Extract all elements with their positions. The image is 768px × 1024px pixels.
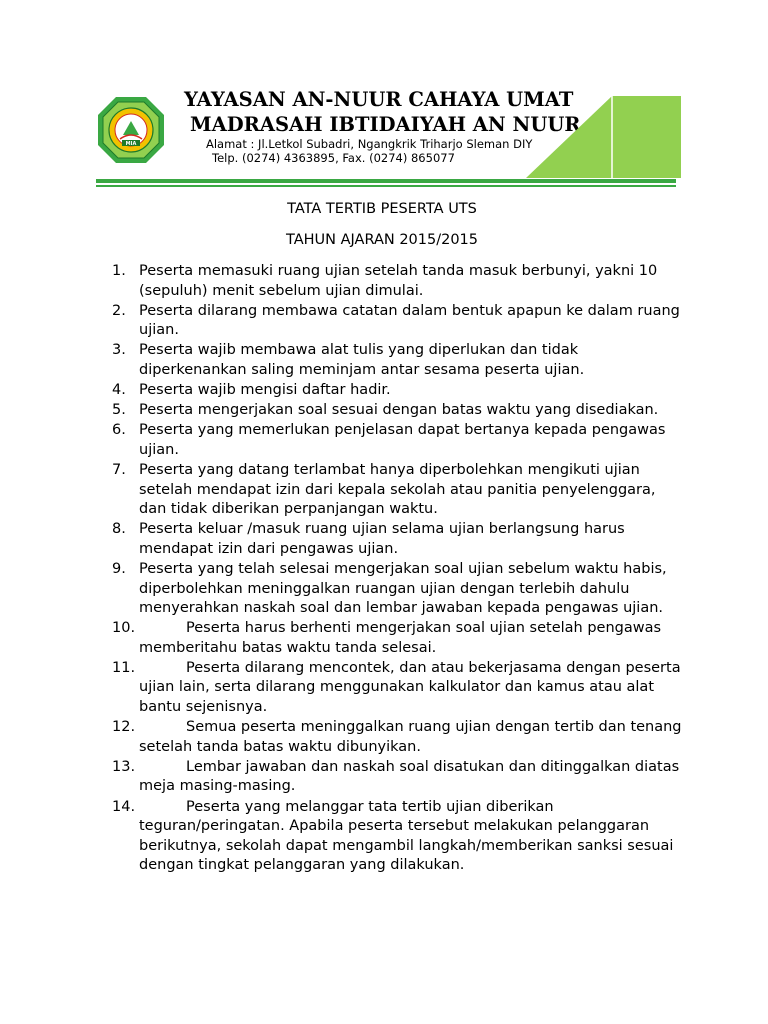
school-logo-icon [96, 95, 166, 165]
school-address: Alamat : Jl.Letkol Subadri, Ngangkrik Triharjo Sleman DIY [206, 137, 533, 151]
rule-number: 14. [112, 798, 136, 815]
rule-text: Peserta dilarang membawa catatan dalam bentuk apapun ke dalam ruang ujian. [139, 302, 680, 339]
rule-text: Peserta yang melanggar tata tertib ujian diberikan teguran/peringatan. Apabila peserta tersebut melakukan pelanggaran berikutnya, sekolah dapat mengambil langkah/memberikan sanksi sesuai dengan tingkat pelanggaran yang dilakukan. [139, 798, 674, 874]
list-item [112, 520, 682, 559]
rule-text: Peserta yang datang terlambat hanya diperbolehkan mengikuti ujian setelah mendapat izin dari kepala sekolah atau panitia penyelenggara, dan tidak diberikan perpanjangan waktu. [139, 461, 656, 518]
list-item [112, 381, 682, 401]
rule-text: Lembar jawaban dan naskah soal disatukan dan ditinggalkan diatas meja masing-masing. [139, 758, 680, 795]
rules-list [112, 262, 682, 876]
rule-text: Peserta keluar /masuk ruang ujian selama ujian berlangsung harus mendapat izin dari pengawas ujian. [139, 521, 625, 557]
list-item [112, 758, 682, 797]
rule-text: Peserta memasuki ruang ujian setelah tanda masuk berbunyi, yakni 10 (sepuluh) menit sebelum ujian dimulai. [139, 263, 658, 299]
organization-name: YAYASAN AN-NUUR CAHAYA UMAT [184, 88, 574, 111]
rule-text: Peserta yang memerlukan penjelasan dapat bertanya kepada pengawas ujian. [139, 422, 666, 458]
list-item [112, 401, 682, 421]
rule-text: Peserta mengerjakan soal sesuai dengan batas waktu yang disediakan. [139, 402, 659, 419]
rule-number: 9. [112, 560, 126, 577]
school-phone: Telp. (0274) 4363895, Fax. (0274) 865077 [212, 151, 455, 165]
list-item [112, 798, 682, 876]
rule-number: 3. [112, 342, 126, 359]
list-item [112, 619, 682, 658]
list-item [112, 421, 682, 460]
list-item [112, 461, 682, 520]
rule-number: 5. [112, 402, 126, 419]
list-item [112, 262, 682, 301]
rule-text: Semua peserta meninggalkan ruang ujian dengan tertib dan tenang setelah tanda batas waktu dibunyikan. [139, 719, 682, 755]
rule-text: Peserta yang telah selesai mengerjakan soal ujian sebelum waktu habis, diperbolehkan meninggalkan ruangan ujian dengan terlebih dahulu menyerahkan naskah soal dan lembar jawaban kepada pengawas ujian. [139, 560, 667, 617]
rule-number: 11. [112, 659, 136, 676]
list-item [112, 659, 682, 718]
rule-text: Peserta harus berhenti mengerjakan soal ujian setelah pengawas memberitahu batas waktu tanda selesai. [139, 620, 662, 656]
document-title: TATA TERTIB PESERTA UTS [287, 201, 477, 217]
rule-number: 6. [112, 422, 126, 439]
list-item [112, 560, 682, 619]
list-item [112, 718, 682, 757]
list-item [112, 302, 682, 341]
rule-number: 13. [112, 758, 136, 775]
school-name: MADRASAH IBTIDAIYAH AN NUUR [190, 113, 581, 136]
document-year: TAHUN AJARAN 2015/2015 [285, 232, 479, 248]
rule-number: 8. [112, 521, 126, 538]
header-rule-thick [96, 179, 676, 183]
rule-number: 12. [112, 719, 136, 736]
header-rule-thin [96, 185, 676, 187]
rule-number: 2. [112, 302, 126, 319]
list-item [112, 341, 682, 380]
rule-number: 1. [112, 263, 126, 279]
rule-text: Peserta wajib membawa alat tulis yang diperlukan dan tidak diperkenankan saling meminjam antar sesama peserta ujian. [139, 342, 585, 378]
rule-number: 7. [112, 461, 126, 478]
corner-decoration [526, 96, 681, 178]
logo-text: MIA [125, 141, 137, 147]
rule-text: Peserta wajib mengisi daftar hadir. [139, 382, 391, 399]
rule-number: 4. [112, 382, 126, 399]
rule-number: 10. [112, 620, 136, 637]
rule-text: Peserta dilarang mencontek, dan atau bekerjasama dengan peserta ujian lain, serta dilarang menggunakan kalkulator dan kamus atau alat bantu sejenisnya. [139, 659, 681, 716]
